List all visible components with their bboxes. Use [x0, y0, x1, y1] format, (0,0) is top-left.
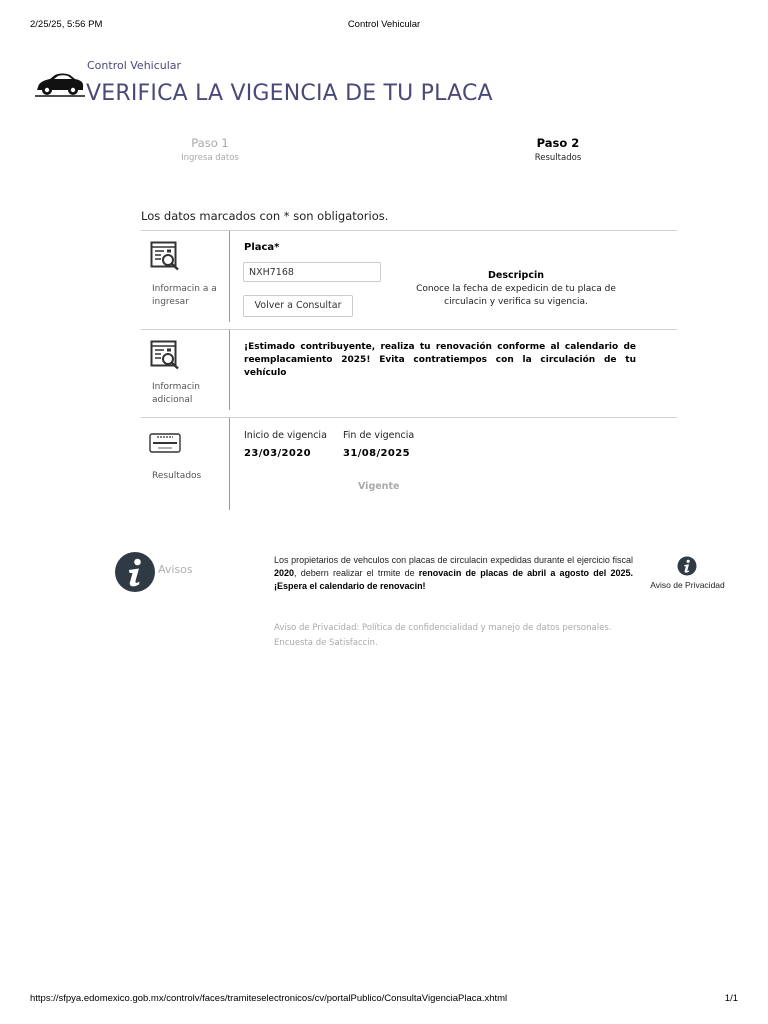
avisos-highlight: renovacin de placas de abril a agosto del 2025. [418, 568, 633, 578]
car-icon[interactable] [35, 70, 85, 100]
avisos-text-part: , debern realizar el trmite de [294, 568, 419, 578]
step-2-subtitle: Resultados [534, 153, 582, 163]
description-title: Descripcin [487, 270, 544, 281]
validity-status: Vigente [358, 481, 400, 492]
footer-links [274, 621, 611, 651]
avisos-cta: ¡Espera el calendario de renovacin! [274, 581, 426, 591]
plate-input[interactable] [243, 262, 381, 282]
print-url: https://sfpya.edomexico.gob.mx/controlv/faces/tramiteselectronicos/cv/portalPublico/ConsultaVigenciaPlaca.xhtml [30, 993, 508, 1004]
avisos-text-part: Los propietarios de vehculos con placas de circulacin expedidas durante el ejercicio fiscal [274, 555, 633, 565]
print-page-count: 1/1 [724, 993, 738, 1004]
step-1-subtitle: Ingresa datos [181, 153, 239, 163]
step-2-title: Paso 2 [536, 136, 580, 150]
renewal-notice: ¡Estimado contribuyente, realiza tu renovación conforme al calendario de reemplacamiento 2025! Evita contratiempos con la circulación de tu vehículo [244, 342, 636, 378]
description-text: Conoce la fecha de expedicin de tu placa de circulacin y verifica su vigencia. [416, 284, 616, 307]
avisos-label: Avisos [158, 563, 193, 576]
section-results-label: Resultados [152, 471, 202, 481]
print-doc-title: Control Vehicular [347, 19, 421, 30]
privacy-notice-link[interactable]: Aviso de Privacidad [650, 580, 725, 590]
divider [141, 230, 677, 231]
required-fields-note: Los datos marcados con * son obligatorios. [141, 209, 389, 223]
avisos-year: 2020 [274, 568, 295, 578]
divider [141, 329, 677, 330]
start-validity-label: Inicio de vigencia [244, 430, 327, 441]
document-search-icon [150, 340, 182, 370]
consult-again-button[interactable]: Volver a Consultar [243, 295, 353, 317]
license-plate-icon [149, 433, 181, 453]
end-validity-value: 31/08/2025 [343, 448, 410, 459]
divider [229, 418, 230, 510]
print-datetime: 2/25/25, 5:56 PM [30, 19, 103, 30]
page-title: VERIFICA LA VIGENCIA DE TU PLACA [86, 81, 493, 106]
plate-label: Placa* [244, 242, 280, 253]
divider [229, 330, 230, 410]
section-input-label: Informacin a a ingresar [152, 284, 217, 307]
brand-name: Control Vehicular [87, 59, 182, 72]
info-icon[interactable] [677, 556, 697, 576]
privacy-policy-link[interactable]: Aviso de Privacidad: Política de confidencialidad y manejo de datos personales. [274, 623, 612, 633]
divider [229, 231, 230, 322]
satisfaction-survey-link[interactable]: Encuesta de Satisfaccin. [274, 638, 378, 648]
step-1 [150, 136, 270, 163]
end-validity-label: Fin de vigencia [343, 430, 415, 441]
print-header [0, 19, 768, 33]
step-2 [498, 136, 618, 163]
start-validity-value: 23/03/2020 [244, 448, 311, 459]
info-icon [114, 551, 156, 593]
section-additional-label: Informacin adicional [152, 382, 201, 405]
step-1-title: Paso 1 [191, 136, 229, 150]
avisos-text [274, 554, 633, 593]
divider [141, 417, 677, 418]
document-search-icon [150, 241, 182, 271]
print-footer [0, 993, 768, 1007]
